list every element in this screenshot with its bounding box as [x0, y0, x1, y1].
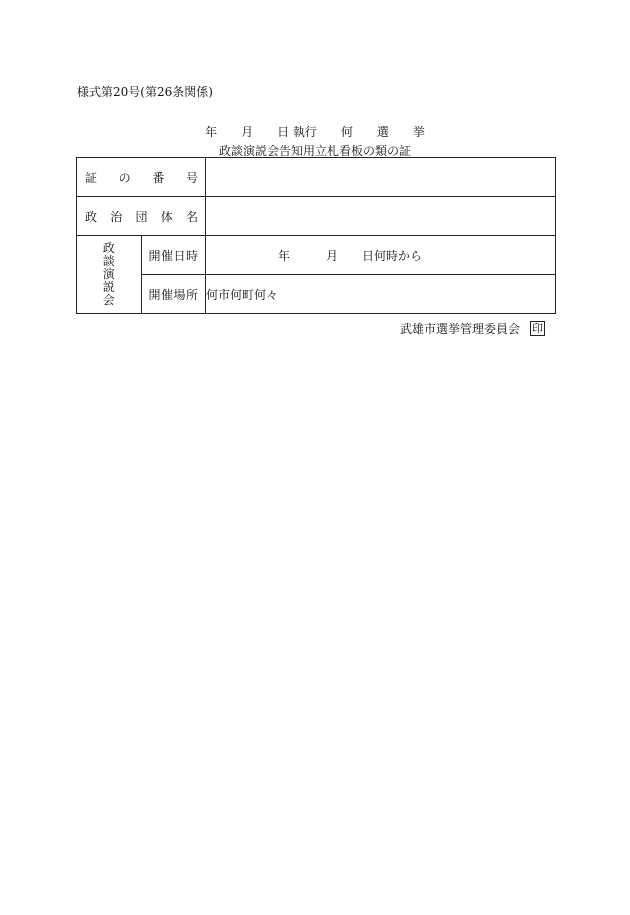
- row-political-group: [77, 197, 556, 236]
- label-char: 催: [160, 248, 173, 263]
- label-char: 号: [185, 170, 198, 185]
- label-char: 体: [160, 209, 173, 224]
- issuer-name: 武雄市選挙管理委員会: [400, 322, 521, 336]
- side-label-text: 政談演説会: [102, 241, 115, 307]
- label-datetime: [141, 236, 206, 275]
- label-char: 証: [85, 170, 98, 185]
- label-certificate-number: [77, 158, 206, 197]
- label-char: 治: [110, 209, 123, 224]
- election-title: 年 月 日 執行 何 選 挙: [205, 125, 425, 139]
- value-political-group: [206, 197, 556, 236]
- label-political-group: [77, 197, 206, 236]
- certificate-table: [76, 157, 556, 314]
- label-char: 時: [185, 248, 198, 263]
- label-char: 政: [85, 209, 98, 224]
- label-char: 番: [152, 170, 165, 185]
- label-char: 催: [160, 287, 173, 302]
- row-certificate-number: [77, 158, 556, 197]
- label-venue: [141, 275, 206, 314]
- form-number: 様式第20号(第26条関係): [77, 85, 213, 99]
- certificate-title: 政談演説会告知用立札看板の類の証: [218, 144, 411, 158]
- label-char: 場: [173, 287, 186, 302]
- value-certificate-number: [206, 158, 556, 197]
- value-venue: 何市何町何々: [206, 275, 556, 314]
- label-char: 所: [185, 287, 198, 302]
- label-char: の: [118, 170, 131, 185]
- row-venue: [77, 275, 556, 314]
- row-datetime: [77, 236, 556, 275]
- label-char: 団: [135, 209, 148, 224]
- label-char: 日: [173, 248, 186, 263]
- label-char: 開: [148, 248, 161, 263]
- label-char: 開: [148, 287, 161, 302]
- value-datetime: 年 月 日何時から: [206, 236, 556, 275]
- issuer-line: [400, 320, 545, 337]
- side-label-speech-meeting: [77, 236, 142, 314]
- label-char: 名: [185, 209, 198, 224]
- seal-stamp: 印: [532, 322, 544, 335]
